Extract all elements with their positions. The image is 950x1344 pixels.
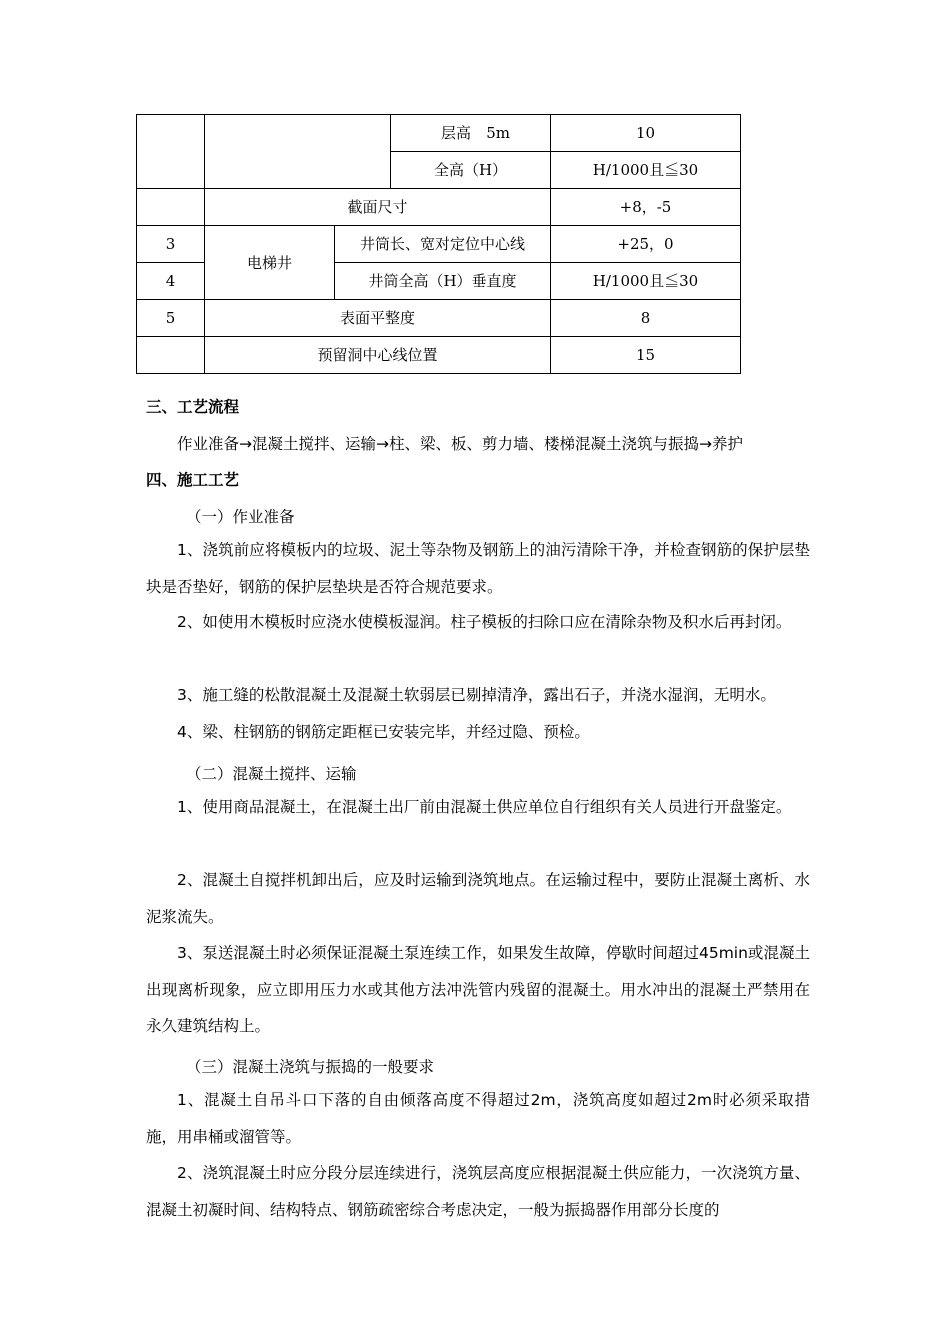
tolerance-table [136, 114, 741, 374]
table-cell: 15 [551, 337, 741, 374]
table-cell: 井筒长、宽对定位中心线 [335, 226, 551, 263]
table-cell [205, 115, 391, 189]
process-flow: 作业准备→混凝土搅拌、运输→柱、梁、板、剪力墙、楼梯混凝土浇筑与振捣→养护 [177, 435, 743, 453]
table-cell [137, 337, 205, 374]
floor-height-limit: 5m [486, 124, 510, 142]
table-cell: +8，-5 [551, 189, 741, 226]
section-heading: 四、施工工艺 [146, 471, 240, 489]
table-cell: 4 [137, 263, 205, 300]
subsection-heading: （二）混凝土搅拌、运输 [186, 765, 357, 783]
table-cell: 表面平整度 [205, 300, 551, 337]
table-cell: 3 [137, 226, 205, 263]
paragraph: 1、使用商品混凝土，在混凝土出厂前由混凝土供应单位自行组织有关人员进行开盘鉴定。 [177, 798, 792, 816]
table-cell: H/1000且≦30 [551, 263, 741, 300]
section-heading: 三、工艺流程 [146, 398, 240, 416]
subsection-heading: （一）作业准备 [186, 508, 295, 526]
table-cell: H/1000且≦30 [551, 152, 741, 189]
paragraph: 3、泵送混凝土时必须保证混凝土泵连续工作，如果发生故障，停歇时间超过45min或混凝土出现离析现象，应立即用压力水或其他方法冲洗管内残留的混凝土。用水冲出的混凝土严禁用在永久建筑结构上。 [146, 944, 810, 1035]
table-cell [137, 189, 205, 226]
table-cell: +25，0 [551, 226, 741, 263]
paragraph: 1、混凝土自吊斗口下落的自由倾落高度不得超过2m，浇筑高度如超过2m时必须采取措施，用串桶或溜管等。 [146, 1091, 810, 1146]
table-cell: 预留洞中心线位置 [205, 337, 551, 374]
paragraph: 4、梁、柱钢筋的钢筋定距框已安装完毕，并经过隐、预检。 [177, 723, 590, 741]
paragraph: 2、浇筑混凝土时应分段分层连续进行，浇筑层高度应根据混凝土供应能力，一次浇筑方量、混凝土初凝时间、结构特点、钢筋疏密综合考虑决定，一般为振捣器作用部分长度的 [146, 1164, 810, 1219]
table-row [137, 115, 741, 152]
table-cell: 井筒全高（H）垂直度 [335, 263, 551, 300]
table-row [137, 189, 741, 226]
floor-height-label: 层高 [441, 124, 472, 142]
paragraph: 2、混凝土自搅拌机卸出后，应及时运输到浇筑地点。在运输过程中，要防止混凝土离析、水泥浆流失。 [146, 871, 810, 926]
paragraph: 3、施工缝的松散混凝土及混凝土软弱层已剔掉清净，露出石子，并浇水湿润，无明水。 [177, 686, 776, 704]
paragraph: 1、浇筑前应将模板内的垃圾、泥土等杂物及钢筋上的油污清除干净，并检查钢筋的保护层垫块是否垫好，钢筋的保护层垫块是否符合规范要求。 [146, 541, 810, 596]
table-row [137, 226, 741, 263]
paragraph: 2、如使用木模板时应浇水使模板湿润。柱子模板的扫除口应在清除杂物及积水后再封闭。 [177, 613, 792, 631]
table-cell: 电梯井 [205, 226, 335, 300]
subsection-heading: （三）混凝土浇筑与振捣的一般要求 [186, 1058, 435, 1076]
table-cell: 截面尺寸 [205, 189, 551, 226]
table-cell [137, 115, 205, 189]
table-cell: 8 [551, 300, 741, 337]
table-row [137, 337, 741, 374]
table-cell [391, 115, 551, 152]
table-cell: 10 [551, 115, 741, 152]
table-row [137, 300, 741, 337]
table-cell: 5 [137, 300, 205, 337]
table-cell: 全高（H） [391, 152, 551, 189]
